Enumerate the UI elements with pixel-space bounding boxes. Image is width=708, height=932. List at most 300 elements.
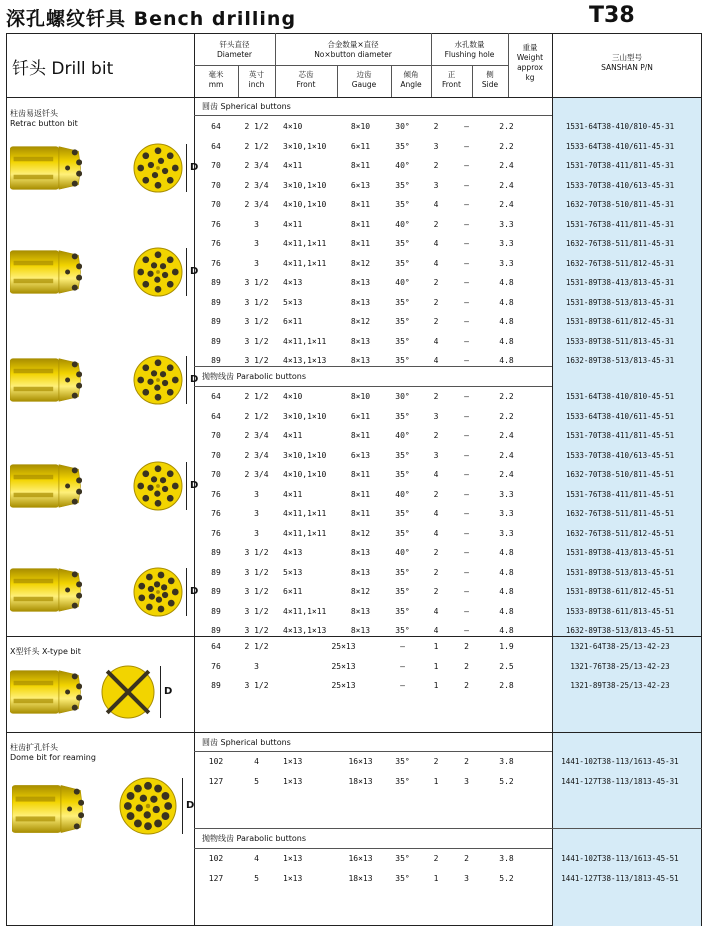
side-holes-cell: – bbox=[464, 528, 469, 538]
gauge-buttons-cell: 8×11 bbox=[350, 239, 371, 248]
diameter-mm-cell: 64 bbox=[211, 392, 221, 401]
buttons-cell: 25×13 bbox=[331, 681, 356, 690]
dimension-label: D bbox=[190, 266, 199, 277]
part-number-cell: 1632-89T38-513/813-45-51 bbox=[565, 626, 675, 635]
weight-cell: 4.8 bbox=[499, 297, 514, 307]
diameter-mm-cell: 76 bbox=[211, 219, 221, 229]
weight-cell: 3.8 bbox=[499, 757, 514, 766]
side-hole-header-cn: 侧 bbox=[486, 70, 494, 79]
diameter-mm-cell: 127 bbox=[208, 776, 224, 786]
gauge-buttons-cell: 6×13 bbox=[350, 450, 371, 460]
diameter-mm-cell: 102 bbox=[208, 854, 224, 863]
dimension-line bbox=[160, 666, 161, 718]
gauge-buttons-cell: 8×12 bbox=[350, 258, 371, 268]
side-holes-cell: – bbox=[464, 489, 469, 499]
table-row bbox=[194, 332, 702, 352]
part-number-cell: 1441-102T38-113/1613-45-51 bbox=[561, 854, 679, 863]
front-buttons-cell: 3×10,1×10 bbox=[283, 141, 327, 151]
table-row bbox=[194, 137, 702, 157]
angle-cell: 35° bbox=[395, 509, 410, 518]
front-holes-cell: 3 bbox=[433, 180, 439, 190]
side-holes-cell: – bbox=[464, 336, 469, 346]
side-holes-cell: 3 bbox=[464, 776, 469, 786]
gauge-buttons-cell: 8×12 bbox=[350, 528, 371, 538]
table-row bbox=[194, 234, 702, 254]
gauge-buttons-cell: 8×11 bbox=[350, 219, 371, 229]
front-holes-cell: 1 bbox=[433, 681, 439, 690]
parabolic-group-label: 抛物线齿 Parabolic buttons bbox=[202, 372, 307, 381]
gauge-buttons-cell: 6×13 bbox=[350, 180, 371, 190]
retrac-bit-side-image bbox=[10, 140, 82, 196]
retrac-label-en: Retrac button bit bbox=[10, 119, 78, 128]
diameter-mm-cell: 64 bbox=[211, 122, 221, 131]
table-row bbox=[194, 752, 702, 772]
part-number-cell: 1441-102T38-113/1613-45-31 bbox=[561, 757, 679, 766]
retrac-section-label bbox=[10, 109, 78, 129]
side-holes-cell: – bbox=[464, 509, 469, 518]
diameter-inch-cell: 2 3/4 bbox=[244, 450, 269, 460]
diameter-inch-cell: 3 1/2 bbox=[244, 567, 269, 577]
front-holes-cell: 2 bbox=[433, 219, 439, 229]
diameter-mm-cell: 76 bbox=[211, 528, 221, 538]
part-number-cell: 1441-127T38-113/1813-45-31 bbox=[561, 776, 679, 786]
front-holes-cell: 2 bbox=[433, 392, 439, 401]
part-number-cell: 1533-70T38-410/613-45-51 bbox=[565, 450, 675, 460]
diameter-mm-cell: 89 bbox=[211, 356, 221, 365]
xtype-bit-side-image bbox=[10, 664, 82, 720]
dome-section-label bbox=[10, 743, 96, 763]
xtype-label-cn: X型钎头 X-type bit bbox=[10, 647, 81, 656]
part-number-cell: 1632-70T38-510/811-45-31 bbox=[565, 200, 675, 209]
front-holes-cell: 4 bbox=[433, 470, 439, 479]
diameter-mm-cell: 89 bbox=[211, 626, 221, 635]
gauge-buttons-cell: 8×11 bbox=[350, 509, 371, 518]
diameter-inch-cell: 3 1/2 bbox=[244, 606, 269, 616]
weight-cell: 2.2 bbox=[499, 411, 514, 421]
diameter-mm-cell: 76 bbox=[211, 239, 221, 248]
part-number-cell: 1533-89T38-511/813-45-31 bbox=[565, 336, 675, 346]
front-holes-cell: 2 bbox=[433, 489, 439, 499]
angle-cell: 35° bbox=[395, 411, 410, 421]
weight-cell: 4.8 bbox=[499, 278, 514, 287]
diameter-inch-cell: 3 bbox=[254, 489, 259, 499]
table-row bbox=[194, 446, 702, 466]
gauge-buttons-cell: 8×12 bbox=[350, 587, 371, 596]
side-holes-cell: – bbox=[464, 122, 469, 131]
part-number-cell: 1531-64T38-410/810-45-51 bbox=[565, 392, 675, 401]
xtype-section-label bbox=[10, 647, 81, 657]
angle-cell: 35° bbox=[395, 470, 410, 479]
diameter-inch-cell: 4 bbox=[254, 854, 259, 863]
part-number-cell: 1531-89T38-513/813-45-51 bbox=[565, 567, 675, 577]
diameter-inch-cell: 2 1/2 bbox=[244, 122, 269, 131]
side-holes-cell: – bbox=[464, 239, 469, 248]
weight-cell: 1.9 bbox=[499, 642, 514, 651]
side-holes-cell: – bbox=[464, 317, 469, 326]
angle-header-en: Angle bbox=[400, 80, 422, 89]
mm-header-cn: 毫米 bbox=[208, 70, 224, 79]
weight-cell: 2.4 bbox=[499, 180, 514, 190]
diameter-inch-cell: 2 3/4 bbox=[244, 180, 269, 190]
diameter-mm-cell: 89 bbox=[211, 297, 221, 307]
side-holes-cell: – bbox=[464, 278, 469, 287]
retrac-bit-face-image bbox=[132, 246, 184, 298]
diameter-header bbox=[194, 40, 275, 60]
dimension-line bbox=[186, 568, 187, 616]
side-holes-cell: 2 bbox=[464, 757, 469, 766]
side-holes-cell: 2 bbox=[464, 661, 469, 671]
front-hole-header-cn: 正 bbox=[447, 70, 456, 79]
flushing-header-en: Flushing hole bbox=[444, 50, 495, 59]
part-number-cell: 1632-70T38-510/811-45-51 bbox=[565, 470, 675, 479]
spherical-group-label: 圆齿 Spherical buttons bbox=[202, 102, 291, 111]
weight-cell: 2.5 bbox=[499, 661, 514, 671]
part-header-cn: 三山型号 bbox=[612, 53, 642, 62]
retrac-label-cn: 柱齿易返钎头 bbox=[10, 109, 58, 118]
table-row bbox=[194, 351, 702, 371]
angle-cell: 35° bbox=[395, 336, 410, 346]
gauge-buttons-cell: 8×13 bbox=[350, 567, 371, 577]
diameter-mm-cell: 70 bbox=[211, 470, 221, 479]
front-buttons-cell: 4×11,1×11 bbox=[283, 606, 327, 616]
front-buttons-cell: 4×13 bbox=[283, 278, 303, 287]
diameter-inch-cell: 2 3/4 bbox=[244, 161, 269, 170]
diameter-mm-cell: 76 bbox=[211, 509, 221, 518]
gauge-buttons-cell: 8×11 bbox=[350, 161, 371, 170]
diameter-inch-cell: 3 1/2 bbox=[244, 278, 269, 287]
angle-cell: 35° bbox=[395, 873, 410, 883]
gauge-buttons-cell: 8×10 bbox=[350, 392, 371, 401]
front-buttons-cell: 4×13,1×13 bbox=[283, 626, 327, 635]
table-row bbox=[194, 273, 702, 293]
angle-cell: 35° bbox=[395, 567, 410, 577]
weight-header-unit: kg bbox=[525, 73, 535, 82]
front-holes-cell: 4 bbox=[433, 626, 439, 635]
weight-cell: 2.4 bbox=[499, 431, 514, 440]
weight-cell: 2.2 bbox=[499, 392, 514, 401]
inch-header-cn: 英寸 bbox=[249, 70, 264, 79]
gauge-header-en: Gauge bbox=[351, 80, 377, 89]
gauge-header-cn: 边齿 bbox=[356, 70, 372, 79]
side-holes-cell: – bbox=[464, 200, 469, 209]
angle-cell: 40° bbox=[395, 278, 410, 287]
table-row bbox=[194, 582, 702, 602]
part-number-cell: 1531-89T38-611/812-45-51 bbox=[565, 587, 675, 596]
retrac-bit-face-image bbox=[132, 354, 184, 406]
part-number-cell: 1321-89T38-25/13-42-23 bbox=[570, 681, 670, 690]
front-holes-cell: 2 bbox=[433, 757, 439, 766]
table-row bbox=[194, 657, 702, 677]
angle-cell: – bbox=[400, 661, 405, 671]
front-holes-cell: 4 bbox=[433, 336, 439, 346]
retrac-bit-face-image bbox=[132, 566, 184, 618]
diameter-inch-cell: 3 1/2 bbox=[244, 626, 269, 635]
diameter-mm-cell: 89 bbox=[211, 336, 221, 346]
diameter-mm-cell: 70 bbox=[211, 200, 221, 209]
weight-cell: 4.8 bbox=[499, 587, 514, 596]
part-number-cell: 1321-76T38-25/13-42-23 bbox=[570, 661, 670, 671]
weight-cell: 4.8 bbox=[499, 548, 514, 557]
front-holes-cell: 1 bbox=[433, 873, 439, 883]
diameter-mm-cell: 89 bbox=[211, 317, 221, 326]
flushing-header bbox=[431, 40, 508, 60]
angle-cell: 35° bbox=[395, 776, 410, 786]
dimension-line bbox=[186, 356, 187, 404]
table-row bbox=[194, 524, 702, 544]
table-row bbox=[194, 504, 702, 524]
gauge-buttons-cell: 8×13 bbox=[350, 336, 371, 346]
gauge-buttons-cell: 8×12 bbox=[350, 317, 371, 326]
angle-cell: 35° bbox=[395, 317, 410, 326]
weight-cell: 2.2 bbox=[499, 122, 514, 131]
xtype-bit-face-image bbox=[100, 664, 156, 720]
dimension-line bbox=[186, 248, 187, 296]
weight-header-en: Weight bbox=[516, 53, 544, 62]
weight-cell: 2.4 bbox=[499, 450, 514, 460]
front-buttons-cell: 5×13 bbox=[283, 297, 303, 307]
part-number-cell: 1632-76T38-511/812-45-31 bbox=[565, 258, 675, 268]
angle-cell: 35° bbox=[395, 606, 410, 616]
side-holes-cell: 3 bbox=[464, 873, 469, 883]
diameter-mm-cell: 64 bbox=[211, 642, 221, 651]
diameter-mm-cell: 70 bbox=[211, 450, 221, 460]
diameter-inch-cell: 3 1/2 bbox=[244, 356, 269, 365]
front-holes-cell: 2 bbox=[433, 854, 439, 863]
diameter-mm-cell: 64 bbox=[211, 411, 221, 421]
angle-cell: 40° bbox=[395, 489, 410, 499]
table-row bbox=[194, 387, 702, 407]
table-row bbox=[194, 637, 702, 657]
diameter-mm-cell: 89 bbox=[211, 567, 221, 577]
part-number-cell: 1533-89T38-611/813-45-51 bbox=[565, 606, 675, 616]
diameter-inch-cell: 3 bbox=[254, 239, 259, 248]
part-header-en: SANSHAN P/N bbox=[601, 63, 653, 72]
front-holes-cell: 2 bbox=[433, 122, 439, 131]
table-row bbox=[194, 117, 702, 137]
angle-cell: – bbox=[400, 681, 405, 690]
retrac-bit-side-image bbox=[10, 562, 82, 618]
diameter-mm-cell: 70 bbox=[211, 180, 221, 190]
side-holes-cell: – bbox=[464, 392, 469, 401]
table-row bbox=[194, 543, 702, 563]
buttons-header-cn: 合金数量×直径 bbox=[327, 40, 379, 49]
diameter-header-cn: 钎头直径 bbox=[219, 40, 250, 49]
table-row bbox=[194, 602, 702, 622]
angle-cell: 35° bbox=[395, 626, 410, 635]
part-number-cell: 1531-70T38-411/811-45-31 bbox=[565, 161, 675, 170]
buttons-header bbox=[275, 40, 431, 60]
gauge-buttons-cell: 8×13 bbox=[350, 278, 371, 287]
weight-cell: 2.2 bbox=[499, 141, 514, 151]
weight-cell: 4.8 bbox=[499, 317, 514, 326]
side-holes-cell: 2 bbox=[464, 681, 469, 690]
weight-cell: 3.3 bbox=[499, 219, 514, 229]
weight-cell: 3.3 bbox=[499, 239, 514, 248]
side-holes-cell: – bbox=[464, 219, 469, 229]
front-buttons-cell: 5×13 bbox=[283, 567, 303, 577]
retrac-bit-face-image bbox=[132, 142, 184, 194]
front-buttons-cell: 4×13,1×13 bbox=[283, 356, 327, 365]
diameter-inch-cell: 3 bbox=[254, 661, 259, 671]
front-holes-cell: 3 bbox=[433, 450, 439, 460]
dimension-label: D bbox=[164, 686, 173, 697]
front-holes-cell: 4 bbox=[433, 258, 439, 268]
side-holes-cell: – bbox=[464, 470, 469, 479]
front-buttons-cell: 4×11,1×11 bbox=[283, 258, 327, 268]
part-number-cell: 1531-64T38-410/810-45-31 bbox=[565, 122, 675, 131]
angle-cell: 35° bbox=[395, 258, 410, 268]
gauge-buttons-cell: 8×10 bbox=[350, 122, 371, 131]
gauge-buttons-cell: 6×11 bbox=[350, 141, 371, 151]
angle-cell: 35° bbox=[395, 239, 410, 248]
diameter-inch-cell: 2 3/4 bbox=[244, 200, 269, 209]
front-holes-cell: 2 bbox=[433, 431, 439, 440]
gauge-buttons-cell: 8×13 bbox=[350, 356, 371, 365]
table-row bbox=[194, 176, 702, 196]
dimension-label: D bbox=[190, 480, 199, 491]
diameter-inch-cell: 2 1/2 bbox=[244, 411, 269, 421]
table-row bbox=[194, 676, 702, 696]
part-number-cell: 1632-76T38-511/812-45-51 bbox=[565, 528, 675, 538]
diameter-inch-cell: 5 bbox=[254, 873, 259, 883]
buttons-cell: 25×13 bbox=[331, 661, 356, 671]
diameter-inch-cell: 2 3/4 bbox=[244, 470, 269, 479]
diameter-mm-cell: 76 bbox=[211, 258, 221, 268]
angle-cell: 35° bbox=[395, 757, 410, 766]
table-row bbox=[194, 849, 702, 869]
side-holes-cell: – bbox=[464, 141, 469, 151]
inch-header-en: inch bbox=[248, 80, 265, 89]
front-hole-header-en: Front bbox=[442, 80, 461, 89]
diameter-mm-cell: 76 bbox=[211, 661, 221, 671]
retrac-bit-side-image bbox=[10, 458, 82, 514]
front-buttons-cell: 4×10 bbox=[283, 122, 303, 131]
front-holes-cell: 1 bbox=[433, 661, 439, 671]
diameter-inch-cell: 3 1/2 bbox=[244, 336, 269, 346]
part-number-cell: 1321-64T38-25/13-42-23 bbox=[570, 642, 670, 651]
diameter-inch-cell: 3 1/2 bbox=[244, 587, 269, 596]
gauge-buttons-cell: 18×13 bbox=[348, 776, 373, 786]
part-number-cell: 1531-89T38-413/813-45-31 bbox=[565, 278, 675, 287]
weight-cell: 2.4 bbox=[499, 161, 514, 170]
side-holes-cell: – bbox=[464, 258, 469, 268]
diameter-inch-cell: 3 1/2 bbox=[244, 297, 269, 307]
gauge-buttons-cell: 8×13 bbox=[350, 297, 371, 307]
front-buttons-cell: 4×10 bbox=[283, 392, 303, 401]
weight-cell: 3.3 bbox=[499, 258, 514, 268]
flushing-header-cn: 水孔数量 bbox=[454, 40, 485, 49]
diameter-mm-cell: 102 bbox=[208, 757, 224, 766]
front-holes-cell: 2 bbox=[433, 278, 439, 287]
front-buttons-cell: 1×13 bbox=[283, 873, 303, 883]
front-holes-cell: 2 bbox=[433, 161, 439, 170]
weight-header-approx: approx bbox=[517, 63, 543, 72]
front-holes-cell: 3 bbox=[433, 411, 439, 421]
front-buttons-cell: 3×10,1×10 bbox=[283, 411, 327, 421]
front-buttons-cell: 4×11,1×11 bbox=[283, 239, 327, 248]
angle-cell: 35° bbox=[395, 587, 410, 596]
diameter-header-en: Diameter bbox=[216, 50, 252, 59]
front-holes-cell: 2 bbox=[433, 317, 439, 326]
dome-bit-side-image bbox=[12, 778, 84, 840]
diameter-mm-cell: 127 bbox=[208, 873, 224, 883]
side-holes-cell: – bbox=[464, 161, 469, 170]
table-row bbox=[194, 407, 702, 427]
gauge-buttons-cell: 8×11 bbox=[350, 200, 371, 209]
gauge-buttons-cell: 8×11 bbox=[350, 489, 371, 499]
front-buttons-header-cn: 芯齿 bbox=[298, 70, 314, 79]
gauge-buttons-cell: 8×11 bbox=[350, 470, 371, 479]
angle-cell: 35° bbox=[395, 528, 410, 538]
diameter-inch-cell: 2 1/2 bbox=[244, 141, 269, 151]
angle-cell: 40° bbox=[395, 219, 410, 229]
dome-parabolic-group-label: 抛物线齿 Parabolic buttons bbox=[202, 834, 307, 843]
weight-cell: 5.2 bbox=[499, 873, 514, 883]
weight-cell: 3.3 bbox=[499, 489, 514, 499]
front-buttons-cell: 4×11 bbox=[283, 219, 303, 229]
front-buttons-cell: 1×13 bbox=[283, 854, 303, 863]
front-buttons-header-en: Front bbox=[296, 80, 316, 89]
gauge-buttons-cell: 8×13 bbox=[350, 606, 371, 616]
diameter-inch-cell: 3 1/2 bbox=[244, 681, 269, 690]
retrac-bit-side-image bbox=[10, 244, 82, 300]
dimension-label: D bbox=[190, 586, 199, 597]
angle-cell: 30° bbox=[395, 392, 410, 401]
gauge-buttons-cell: 8×13 bbox=[350, 626, 371, 635]
part-number-cell: 1533-70T38-410/613-45-31 bbox=[565, 180, 675, 190]
side-holes-cell: – bbox=[464, 450, 469, 460]
diameter-inch-cell: 5 bbox=[254, 776, 259, 786]
front-buttons-cell: 3×10,1×10 bbox=[283, 180, 327, 190]
part-number-cell: 1632-76T38-511/811-45-31 bbox=[565, 239, 675, 248]
weight-cell: 3.8 bbox=[499, 854, 514, 863]
table-row bbox=[194, 195, 702, 215]
part-number-cell: 1441-127T38-113/1813-45-51 bbox=[561, 873, 679, 883]
side-holes-cell: – bbox=[464, 297, 469, 307]
dome-bit-face-image bbox=[118, 776, 178, 836]
angle-cell: 30° bbox=[395, 122, 410, 131]
part-number-cell: 1531-89T38-413/813-45-51 bbox=[565, 548, 675, 557]
side-holes-cell: – bbox=[464, 606, 469, 616]
front-buttons-cell: 4×11,1×11 bbox=[283, 509, 327, 518]
front-buttons-cell: 1×13 bbox=[283, 776, 303, 786]
side-holes-cell: – bbox=[464, 548, 469, 557]
front-buttons-cell: 4×11 bbox=[283, 161, 303, 170]
gauge-buttons-cell: 6×11 bbox=[350, 411, 371, 421]
angle-cell: 35° bbox=[395, 297, 410, 307]
diameter-inch-cell: 2 1/2 bbox=[244, 392, 269, 401]
diameter-inch-cell: 3 1/2 bbox=[244, 317, 269, 326]
dome-label-cn: 柱齿扩孔钎头 bbox=[10, 743, 58, 752]
part-number-cell: 1533-64T38-410/611-45-31 bbox=[565, 141, 675, 151]
weight-cell: 2.4 bbox=[499, 200, 514, 209]
front-buttons-cell: 6×11 bbox=[283, 317, 303, 326]
weight-cell: 2.8 bbox=[499, 681, 514, 690]
part-number-cell: 1531-76T38-411/811-45-51 bbox=[565, 489, 675, 499]
front-buttons-cell: 4×11,1×11 bbox=[283, 528, 327, 538]
angle-cell: 35° bbox=[395, 356, 410, 365]
diameter-inch-cell: 3 bbox=[254, 219, 259, 229]
front-holes-cell: 2 bbox=[433, 567, 439, 577]
front-buttons-cell: 4×10,1×10 bbox=[283, 470, 327, 479]
side-holes-cell: – bbox=[464, 411, 469, 421]
table-row bbox=[194, 293, 702, 313]
weight-cell: 4.8 bbox=[499, 567, 514, 577]
dome-label-en: Dome bit for reaming bbox=[10, 753, 96, 762]
angle-cell: 35° bbox=[395, 200, 410, 209]
diameter-inch-cell: 3 bbox=[254, 509, 259, 518]
weight-cell: 5.2 bbox=[499, 776, 514, 786]
